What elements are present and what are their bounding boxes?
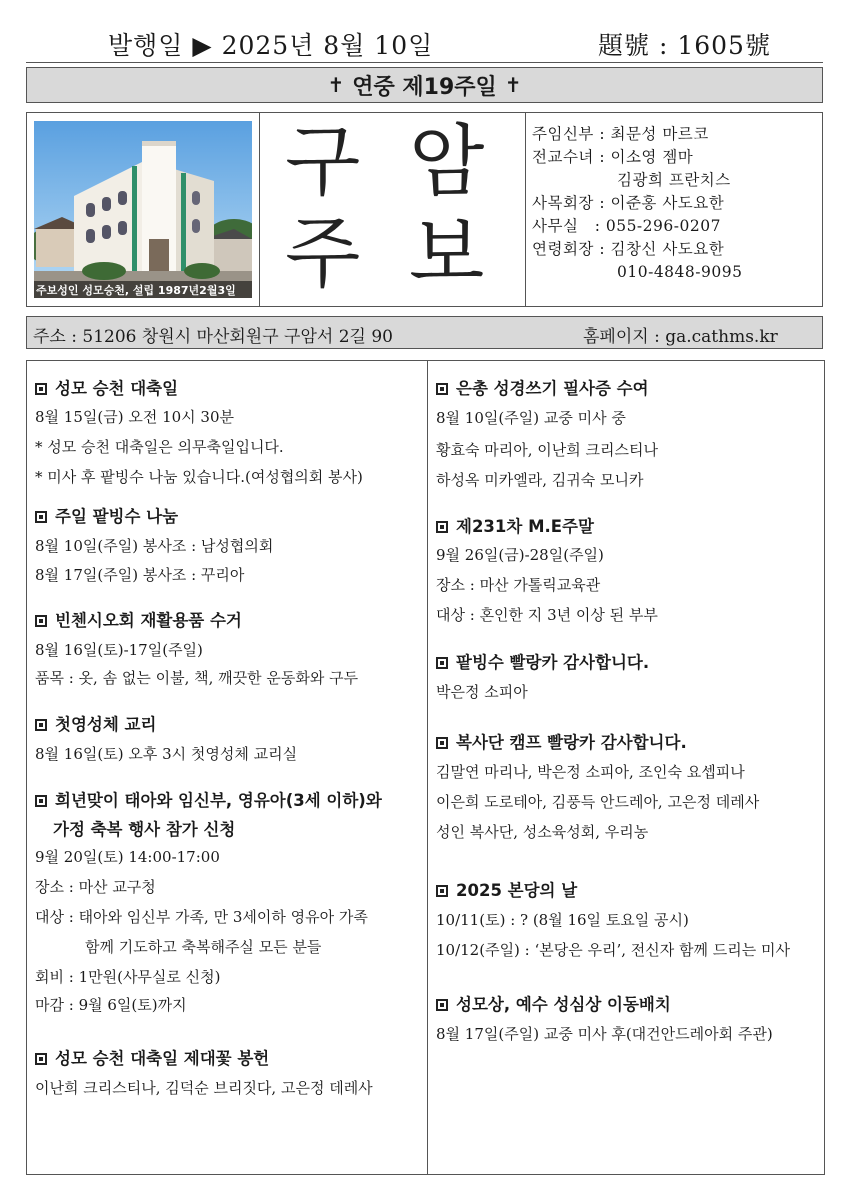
- church-address: 주소 : 51206 창원시 마산회원구 구암서 2길 90: [33, 327, 393, 347]
- section-title: 팥빙수 빨랑카 감사합니다.: [436, 649, 649, 673]
- square-bullet-icon: [436, 383, 448, 395]
- staff-line: 김광희 프란치스: [617, 171, 731, 189]
- church-photo-cell: [27, 113, 260, 306]
- notice-line: 9월 26일(금)-28일(주일): [436, 546, 604, 564]
- notices-area: [26, 360, 825, 1175]
- section-title: 첫영성체 교리: [35, 711, 156, 735]
- staff-line: 연령회장 : 김창신 사도요한: [532, 240, 725, 258]
- staff-line: 사무실 : 055-296-0207: [532, 217, 721, 235]
- church-photo: [34, 121, 252, 298]
- notice-line: * 성모 승천 대축일은 의무축일입니다.: [35, 438, 284, 456]
- notice-line: 장소 : 마산 가톨릭교육관: [436, 576, 601, 594]
- notice-line: 회비 : 1만원(사무실로 신청): [35, 968, 221, 986]
- sunday-title-bar: [26, 67, 823, 103]
- notice-line: 품목 : 옷, 솜 없는 이불, 책, 깨끗한 운동화와 구두: [35, 669, 359, 687]
- notice-line: 성인 복사단, 성소육성회, 우리농: [436, 823, 649, 841]
- section-title: 복사단 캠프 빨랑카 감사합니다.: [436, 729, 687, 753]
- notice-line: * 미사 후 팥빙수 나눔 있습니다.(여성협의회 봉사): [35, 468, 363, 486]
- notice-line: 8월 10일(주일) 봉사조 : 남성협의회: [35, 537, 274, 555]
- staff-line: 010-4848-9095: [617, 263, 743, 281]
- square-bullet-icon: [35, 719, 47, 731]
- notice-line: 대상 : 혼인한 지 3년 이상 된 부부: [436, 606, 658, 624]
- photo-caption: 주보성인 성모승천, 설립 1987년2월3일: [36, 284, 236, 297]
- homepage-link[interactable]: 홈페이지 : ga.cathms.kr: [583, 327, 778, 347]
- notice-line: 8월 16일(토) 오후 3시 첫영성체 교리실: [35, 745, 298, 763]
- address-bar: [26, 316, 823, 349]
- notice-line: 8월 17일(주일) 봉사조 : 꾸리아: [35, 566, 245, 584]
- square-bullet-icon: [35, 383, 47, 395]
- column-divider: [427, 361, 428, 1174]
- notice-line: 8월 10일(주일) 교중 미사 중: [436, 409, 626, 427]
- section-title-continued: 가정 축복 행사 참가 신청: [53, 820, 236, 839]
- notice-line: 8월 16일(토)-17일(주일): [35, 641, 203, 659]
- notice-line: 8월 17일(주일) 교중 미사 후(대건안드레아회 주관): [436, 1025, 773, 1043]
- staff-line: 전교수녀 : 이소영 젬마: [532, 148, 694, 166]
- section-title: 은총 성경쓰기 필사증 수여: [436, 375, 649, 399]
- masthead: [26, 112, 823, 307]
- title-char: 구: [285, 117, 361, 207]
- notice-line: 황효숙 마리아, 이난희 크리스티나: [436, 441, 658, 459]
- title-char: 주: [285, 209, 361, 299]
- notice-line: 대상 : 태아와 임신부 가족, 만 3세이하 영유아 가족: [35, 908, 368, 926]
- header-rule: [26, 62, 823, 63]
- sunday-title: 연중 제19주일: [352, 74, 497, 100]
- notice-line: 하성옥 미카엘라, 김귀숙 모니카: [436, 471, 644, 489]
- section-title: 빈첸시오회 재활용품 수거: [35, 607, 242, 631]
- notice-line: 이난희 크리스티나, 김덕순 브리짓다, 고은정 데레사: [35, 1079, 373, 1097]
- square-bullet-icon: [35, 615, 47, 627]
- section-title: 2025 본당의 날: [436, 877, 577, 901]
- square-bullet-icon: [35, 511, 47, 523]
- staff-line: 사목회장 : 이준홍 사도요한: [532, 194, 725, 212]
- notice-line: 9월 20일(토) 14:00-17:00: [35, 848, 220, 866]
- square-bullet-icon: [436, 999, 448, 1011]
- section-title: 성모 승천 대축일 제대꽃 봉헌: [35, 1045, 269, 1069]
- title-char: 암: [409, 117, 485, 207]
- notice-line: 마감 : 9월 6일(토)까지: [35, 996, 187, 1014]
- square-bullet-icon: [436, 737, 448, 749]
- notice-line: 박은정 소피아: [436, 683, 528, 701]
- notice-line: 10/11(토) : ? (8월 16일 토요일 공시): [436, 911, 689, 929]
- notice-line: 이은희 도로테아, 김풍득 안드레아, 고은정 데레사: [436, 793, 760, 811]
- notice-line: 장소 : 마산 교구청: [35, 878, 156, 896]
- notice-line: 김말연 마리나, 박은정 소피아, 조인숙 요셉피나: [436, 763, 745, 781]
- issue-date: 발행일 ▶ 2025년 8월 10일: [108, 31, 434, 60]
- notice-line: 10/12(주일) : ‘본당은 우리’, 전신자 함께 드리는 미사: [436, 941, 790, 959]
- section-title: 희년맞이 태아와 임신부, 영유아(3세 이하)와: [35, 787, 382, 811]
- square-bullet-icon: [436, 657, 448, 669]
- title-char: 보: [409, 209, 485, 299]
- staff-line: 주임신부 : 최문성 마르코: [532, 125, 709, 143]
- section-title: 성모상, 예수 성심상 이동배치: [436, 991, 671, 1015]
- notice-line: 8월 15일(금) 오전 10시 30분: [35, 408, 235, 426]
- bulletin-title: [259, 113, 526, 306]
- cross-icon: ✝: [504, 73, 522, 97]
- section-title: 성모 승천 대축일: [35, 375, 178, 399]
- square-bullet-icon: [436, 885, 448, 897]
- square-bullet-icon: [35, 1053, 47, 1065]
- notice-line: 함께 기도하고 축복해주실 모든 분들: [85, 938, 322, 956]
- section-title: 주일 팥빙수 나눔: [35, 503, 178, 527]
- square-bullet-icon: [436, 521, 448, 533]
- issue-number: 題號 : 1605號: [598, 31, 771, 60]
- square-bullet-icon: [35, 795, 47, 807]
- section-title: 제231차 M.E주말: [436, 513, 594, 537]
- cross-icon: ✝: [327, 73, 345, 97]
- staff-list: [525, 113, 822, 306]
